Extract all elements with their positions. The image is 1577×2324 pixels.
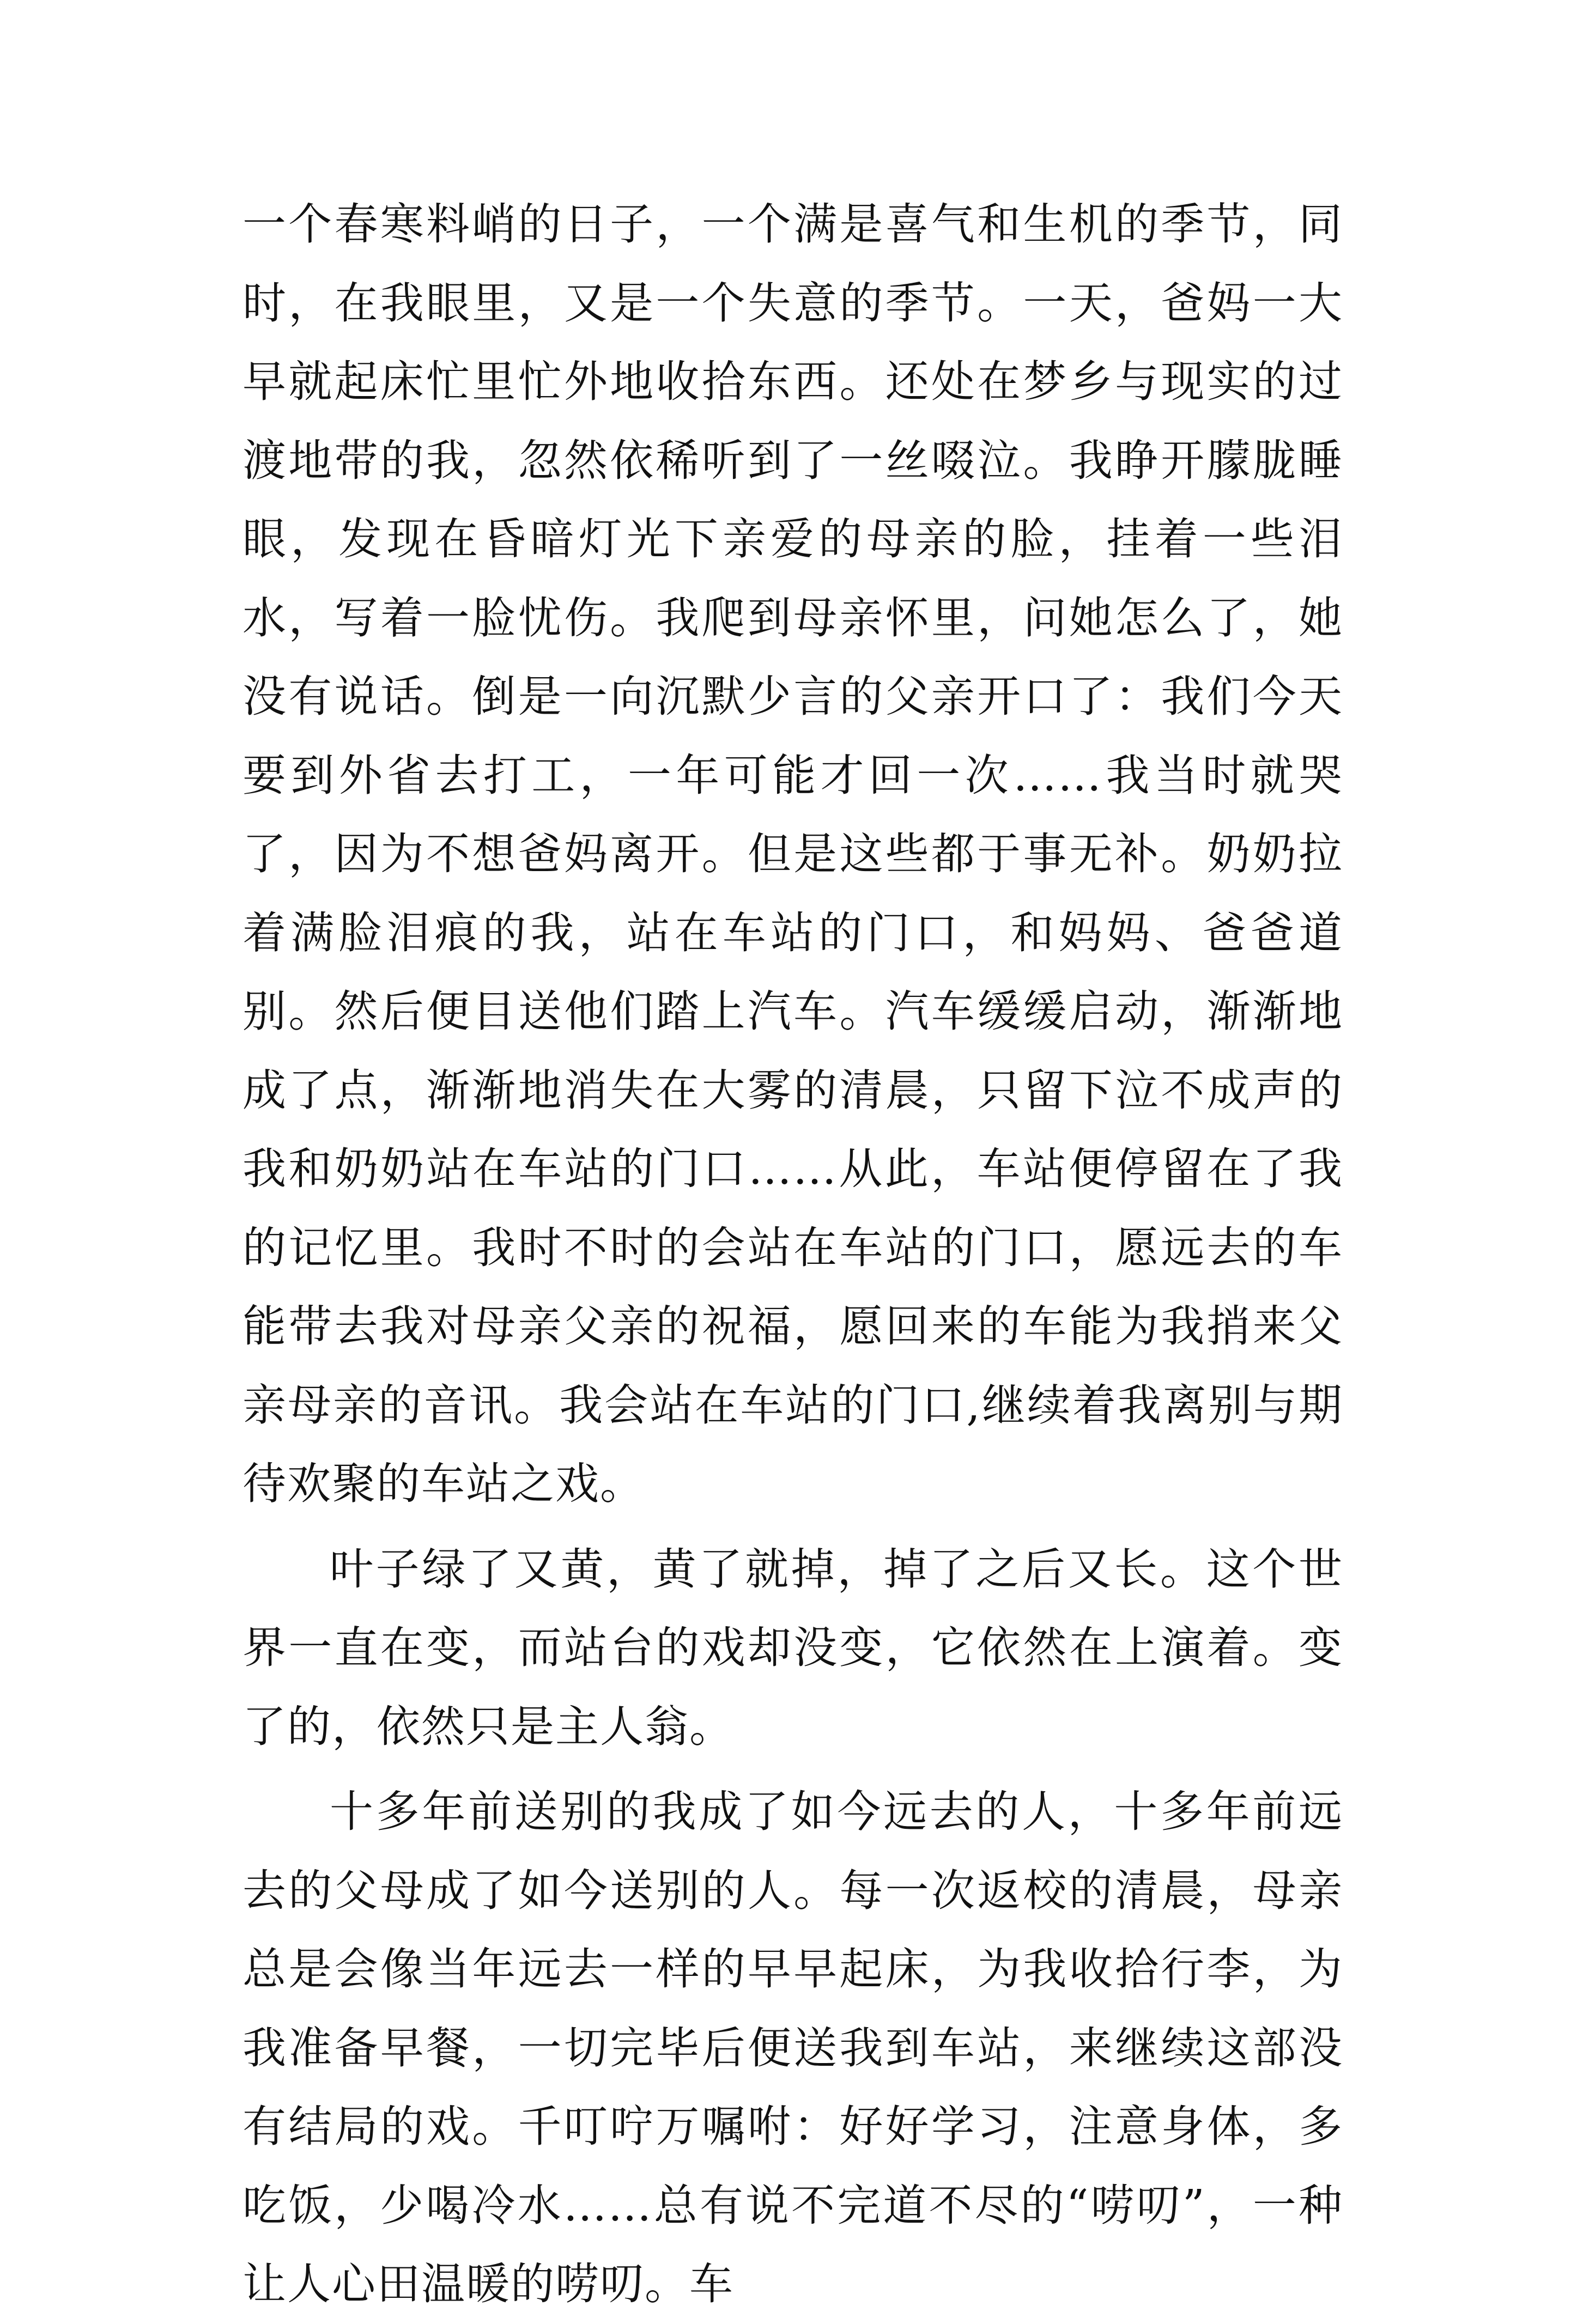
paragraph-2: 叶子绿了又黄，黄了就掉，掉了之后又长。这个世界一直在变，而站台的戏却没变，它依然在上演着。变了的，依然只是主人翁。 (242, 1543, 1343, 1752)
body-text (242, 185, 1343, 2324)
paragraph-3: 十多年前送别的我成了如今远去的人，十多年前远去的父母成了如今送别的人。每一次返校的清晨，母亲总是会像当年远去一样的早早起床，为我收拾行李，为我准备早餐，一切完毕后便送我到车站，来继续这部没有结局的戏。千叮咛万嘱咐：好好学习，注意身体，多吃饭，少喝冷水……总有说不完道不尽的“唠叨”，一种让人心田温暖的唠叨。车 (242, 1786, 1343, 2309)
paragraph-1: 一个春寒料峭的日子，一个满是喜气和生机的季节，同时，在我眼里，又是一个失意的季节。一天，爸妈一大早就起床忙里忙外地收拾东西。还处在梦乡与现实的过渡地带的我，忽然依稀听到了一丝啜泣。我睁开朦胧睡眼，发现在昏暗灯光下亲爱的母亲的脸，挂着一些泪水，写着一脸忧伤。我爬到母亲怀里，问她怎么了，她没有说话。倒是一向沉默少言的父亲开口了：我们今天要到外省去打工，一年可能才回一次……我当时就哭了，因为不想爸妈离开。但是这些都于事无补。奶奶拉着满脸泪痕的我，站在车站的门口，和妈妈、爸爸道别。然后便目送他们踏上汽车。汽车缓缓启动，渐渐地成了点，渐渐地消失在大雾的清晨，只留下泣不成声的我和奶奶站在车站的门口……从此，车站便停留在了我的记忆里。我时不时的会站在车站的门口，愿远去的车能带去我对母亲父亲的祝福，愿回来的车能为我捎来父亲母亲的音讯。我会站在车站的门口,继续着我离别与期待欢聚的车站之戏。 (242, 199, 1343, 1509)
